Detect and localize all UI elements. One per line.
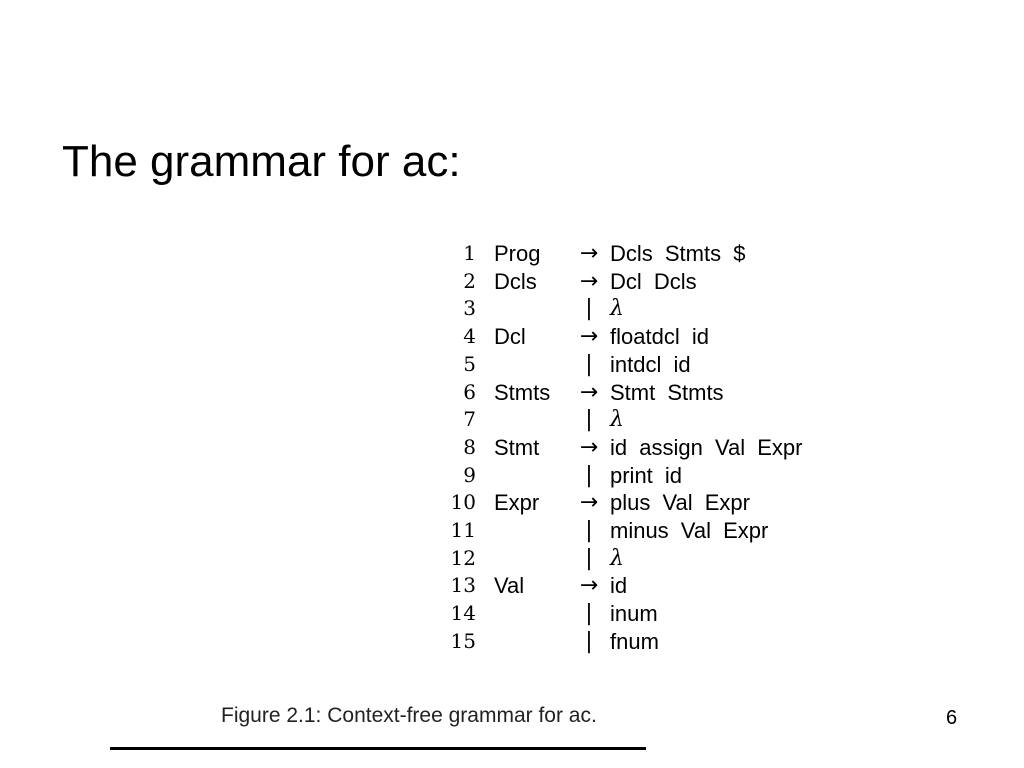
rule-number: 12 — [450, 545, 476, 570]
rule-operator: → — [579, 324, 599, 350]
rule-rhs: λ — [610, 545, 624, 571]
rule-lhs — [494, 295, 570, 323]
grammar-rule — [440, 434, 802, 462]
grammar-rule — [440, 268, 802, 296]
rule-number: 10 — [450, 490, 476, 515]
rule-rhs: fnum — [610, 628, 659, 654]
rule-operator: | — [585, 407, 593, 433]
rule-operator: → — [579, 434, 599, 460]
rule-lhs — [494, 462, 570, 490]
rule-number: 9 — [463, 462, 476, 487]
rule-rhs: λ — [610, 407, 624, 433]
rule-lhs: Stmts — [494, 379, 551, 405]
grammar-rule — [440, 600, 802, 628]
rule-rhs: floatdcl id — [610, 324, 709, 350]
rule-rhs: id assign Val Expr — [610, 434, 803, 460]
rule-rhs: print id — [610, 462, 683, 488]
grammar-rule — [440, 240, 802, 268]
rule-rhs: minus Val Expr — [610, 518, 769, 544]
rule-lhs — [494, 351, 570, 379]
rule-rhs: λ — [610, 296, 624, 322]
rule-number: 5 — [463, 351, 476, 376]
grammar-rule — [440, 295, 802, 323]
rule-number: 2 — [463, 268, 476, 293]
grammar-rule — [440, 489, 802, 517]
rule-rhs: plus Val Expr — [610, 490, 750, 516]
rule-operator: | — [585, 628, 593, 654]
figure-caption: Figure 2.1: Context-free grammar for ac. — [221, 704, 597, 727]
rule-number: 1 — [463, 241, 476, 265]
rule-operator: → — [579, 490, 599, 516]
rule-lhs: Expr — [494, 490, 540, 516]
grammar-rule — [440, 351, 802, 379]
rule-number: 14 — [450, 601, 476, 626]
grammar-table — [440, 240, 802, 656]
rule-operator: | — [585, 296, 593, 322]
rule-lhs — [494, 545, 570, 573]
slide-title: The grammar for ac: — [62, 137, 461, 186]
grammar-rule — [440, 323, 802, 351]
rule-lhs: Stmt — [494, 434, 540, 460]
rule-operator: | — [585, 601, 593, 627]
grammar-rule — [440, 628, 802, 656]
rule-operator: | — [585, 462, 593, 488]
grammar-rule — [440, 545, 802, 573]
rule-number: 8 — [463, 434, 476, 459]
rule-operator: | — [585, 518, 593, 544]
rule-rhs: Stmt Stmts — [610, 379, 724, 405]
rule-lhs: Val — [494, 573, 525, 599]
rule-operator: → — [579, 573, 599, 599]
rule-rhs: Dcl Dcls — [610, 268, 697, 294]
rule-lhs — [494, 600, 570, 628]
grammar-rule — [440, 572, 802, 600]
rule-number: 13 — [450, 573, 476, 598]
rule-operator: → — [579, 268, 599, 294]
rule-operator: → — [579, 379, 599, 405]
rule-lhs — [494, 406, 570, 434]
page-number: 6 — [946, 707, 958, 729]
rule-rhs: inum — [610, 601, 658, 627]
rule-number: 3 — [463, 296, 476, 321]
grammar-rule — [440, 462, 802, 490]
rule-lhs — [494, 628, 570, 656]
grammar-rule — [440, 379, 802, 407]
rule-lhs: Dcls — [494, 268, 537, 294]
rule-rhs: intdcl id — [610, 351, 691, 377]
rule-number: 6 — [463, 379, 476, 404]
grammar-rules — [440, 240, 802, 656]
rule-operator: → — [579, 241, 599, 266]
grammar-rule — [440, 517, 802, 545]
rule-number: 4 — [463, 324, 476, 349]
rule-number: 11 — [450, 518, 476, 543]
rule-operator: | — [585, 545, 593, 571]
rule-lhs: Dcl — [494, 324, 526, 350]
rule-rhs: id — [610, 573, 628, 599]
caption-underline — [110, 747, 646, 750]
rule-lhs — [494, 517, 570, 545]
grammar-rule — [440, 406, 802, 434]
rule-rhs: Dcls Stmts $ — [610, 241, 746, 266]
rule-number: 15 — [450, 628, 476, 653]
rule-number: 7 — [463, 407, 476, 432]
rule-lhs: Prog — [494, 241, 541, 266]
rule-operator: | — [585, 351, 593, 377]
